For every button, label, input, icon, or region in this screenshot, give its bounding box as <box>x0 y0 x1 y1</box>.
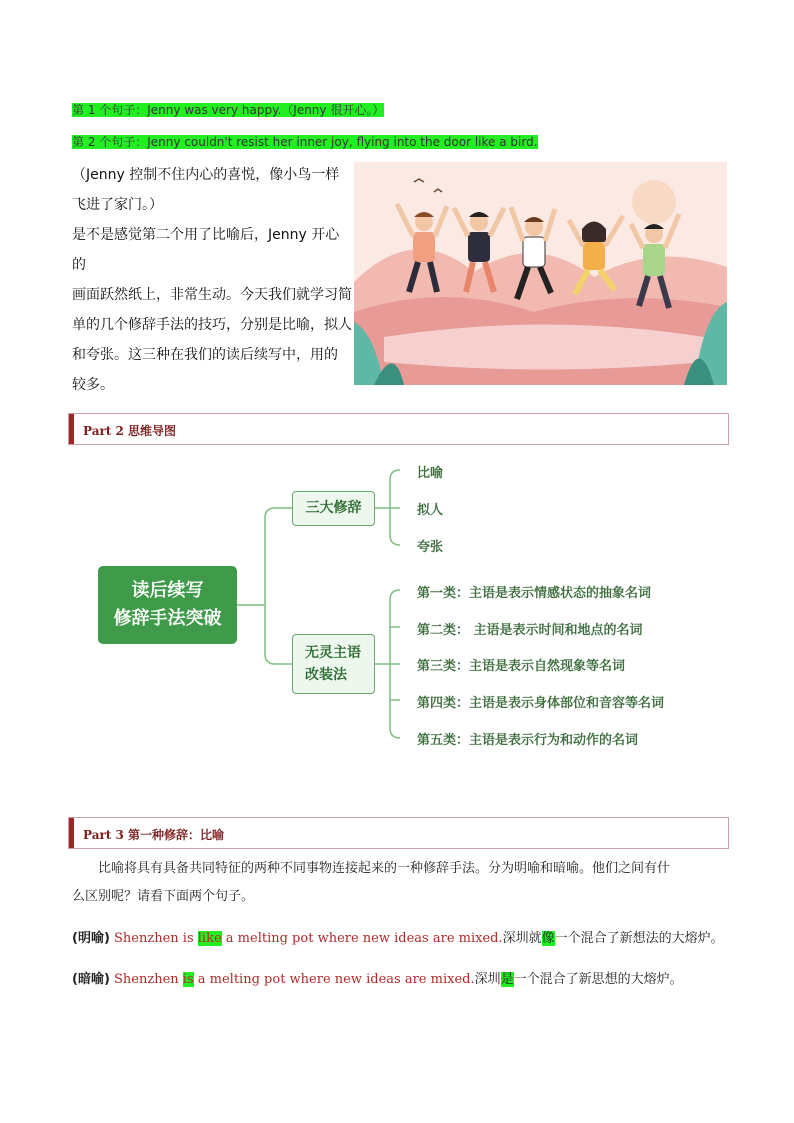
branch2-line-1: 无灵主语 <box>305 645 361 661</box>
leaf-category-5: 第五类：主语是表示行为和动作的名词 <box>417 733 639 748</box>
root-line-1: 读后续写 <box>131 580 204 601</box>
para-line-2: 么区别呢？请看下面两个句子。 <box>72 889 255 904</box>
mindmap-root <box>98 566 237 644</box>
sentence-1: 第 1 个句子：Jenny was very happy.（Jenny 很开心。） <box>72 103 385 117</box>
keyword-highlight: like <box>197 931 222 946</box>
example-label: (明喻) <box>72 931 110 946</box>
intro-line: 较多。 <box>72 377 114 393</box>
leaf-category-1: 第一类：主语是表示情感状态的抽象名词 <box>417 586 652 601</box>
leaf-category-3: 第三类：主语是表示自然现象等名词 <box>417 659 626 674</box>
part2-title: Part 2 思维导图 <box>83 424 177 438</box>
example-english: Shenzhen is like a melting pot where new ideas are mixed. <box>114 931 503 946</box>
branch-inanimate-subject <box>292 634 375 694</box>
example-metaphor <box>72 968 683 987</box>
keyword-highlight: 是 <box>500 972 514 987</box>
part3-header <box>68 817 729 849</box>
intro-line: 和夸张。这三种在我们的读后续写中，用的 <box>72 347 338 363</box>
intro-line: 画面跃然纸上，非常生动。今天我们就学习简 <box>72 287 352 303</box>
leaf-category-2: 第二类： 主语是表示时间和地点的名词 <box>417 623 643 638</box>
leaf-personification: 拟人 <box>417 503 444 518</box>
leaf-category-4: 第四类：主语是表示身体部位和音容等名词 <box>417 696 665 711</box>
example-english: Shenzhen is a melting pot where new ideas are mixed. <box>114 972 475 987</box>
leaf-hyperbole: 夸张 <box>417 540 444 555</box>
intro-line: 飞进了家门。） <box>72 197 163 213</box>
example-chinese: 深圳就像一个混合了新想法的大熔炉。 <box>502 931 724 946</box>
para-line-1: 比喻将具有具备共同特征的两种不同事物连接起来的一种修辞手法。分为明喻和暗喻。他们之间有什 <box>98 861 671 876</box>
intro-line: 单的几个修辞手法的技巧，分别是比喻，拟人 <box>72 317 352 333</box>
sentence-2: 第 2 个句子：Jenny couldn't resist her inner joy, flying into the door like a bird. <box>72 135 538 149</box>
part3-accent-bar <box>69 818 74 848</box>
branch-three-rhetoric: 三大修辞 <box>292 491 375 526</box>
branch2-line-2: 改装法 <box>305 667 347 683</box>
intro-line: 是不是感觉第二个用了比喻后，Jenny 开心的 <box>72 227 340 273</box>
part2-accent-bar <box>69 414 74 444</box>
example-simile <box>72 927 724 946</box>
jumping-people-illustration <box>354 162 727 385</box>
part2-header <box>68 413 729 445</box>
part3-title: Part 3 第一种修辞：比喻 <box>83 828 225 842</box>
example-chinese: 深圳是一个混合了新思想的大熔炉。 <box>474 972 683 987</box>
keyword-highlight: 像 <box>541 931 555 946</box>
part3-paragraph <box>72 855 732 911</box>
leaf-simile: 比喻 <box>417 466 444 481</box>
intro-line: （Jenny 控制不住内心的喜悦，像小鸟一样 <box>72 167 340 183</box>
keyword-highlight: is <box>182 972 194 987</box>
root-line-2: 修辞手法突破 <box>113 608 222 629</box>
intro-paragraph <box>72 160 352 400</box>
example-label: (暗喻) <box>72 972 110 987</box>
